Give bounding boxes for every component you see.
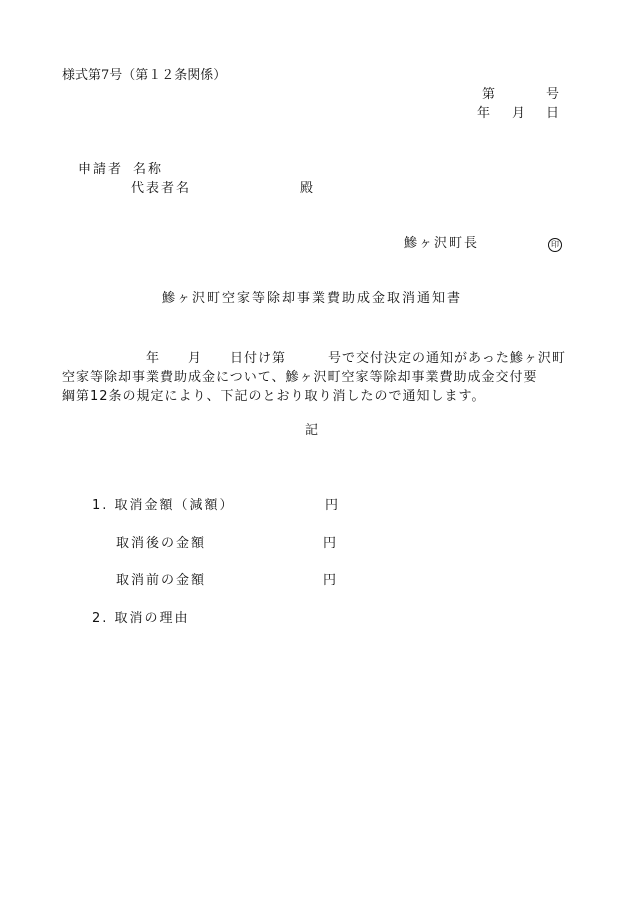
issuer-title: 鰺ヶ沢町長 — [404, 236, 480, 251]
ki-heading: 記 — [305, 423, 319, 438]
form-number: 様式第7号（第１２条関係） — [62, 68, 227, 83]
body-paragraph — [62, 349, 567, 406]
honorific-dono: 殿 — [300, 181, 314, 196]
number-dai: 第 — [482, 87, 496, 102]
representative-label: 代表者名 — [131, 181, 192, 196]
after-amount-label: 取消後の金額 — [116, 536, 207, 551]
body-line-1: 年 月 日付け第 号で交付決定の通知があった鰺ヶ沢町 — [62, 351, 566, 366]
body-line-2: 空家等除却事業費助成金について、鰺ヶ沢町空家等除却事業費助成金交付要 — [62, 370, 538, 385]
date-month: 月 — [512, 106, 526, 121]
body-line-3: 綱第12条の規定により、下記のとおり取り消したので通知します。 — [62, 389, 486, 404]
applicant-label: 申請者 — [78, 162, 124, 177]
document-title: 鰺ヶ沢町空家等除却事業費助成金取消通知書 — [162, 291, 463, 306]
item1-label: 1. 取消金額（減額） — [92, 498, 235, 513]
item2-label: 2. 取消の理由 — [92, 611, 190, 626]
applicant-name-label: 名称 — [133, 162, 164, 177]
after-amount-unit: 円 — [323, 536, 337, 551]
item1-unit: 円 — [325, 498, 339, 513]
seal-mark: 印 — [548, 238, 562, 252]
before-amount-label: 取消前の金額 — [116, 573, 207, 588]
official-seal — [548, 236, 562, 252]
before-amount-unit: 円 — [323, 573, 337, 588]
date-year: 年 — [477, 106, 491, 121]
date-day: 日 — [546, 106, 560, 121]
number-go: 号 — [546, 87, 560, 102]
